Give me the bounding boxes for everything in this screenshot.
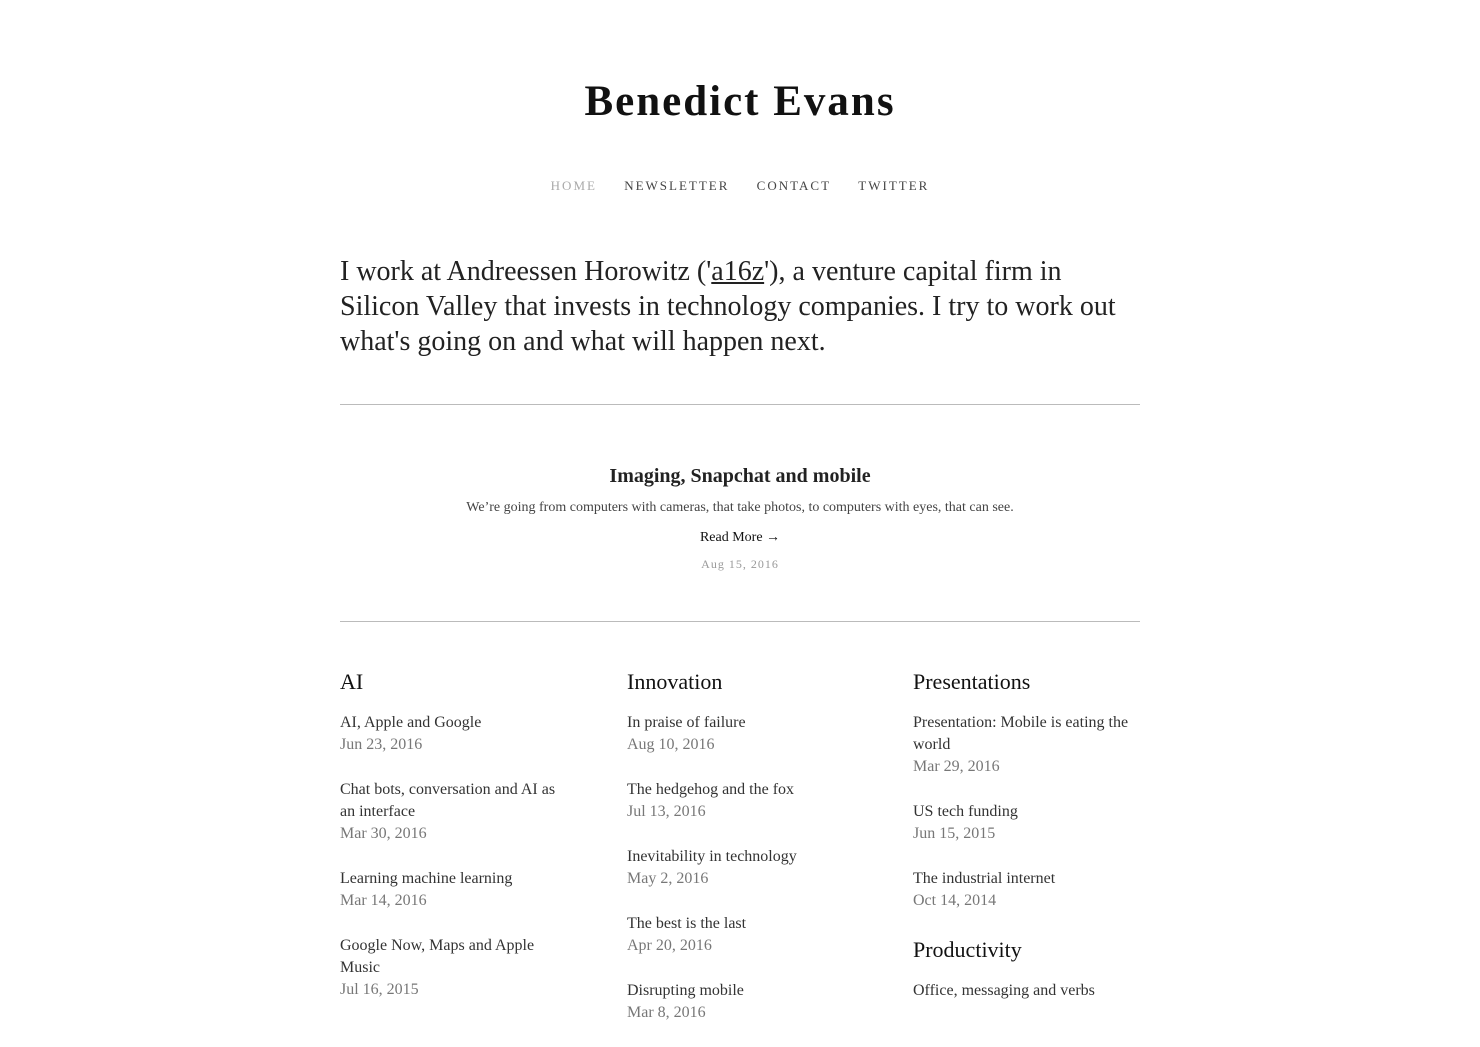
intro-before: I work at Andreessen Horowitz (' — [340, 256, 712, 287]
post-date: May 2, 2016 — [627, 870, 709, 887]
post-title[interactable]: In praise of failure — [627, 714, 746, 731]
list-item — [627, 779, 854, 823]
post-date: Jul 16, 2015 — [340, 981, 419, 998]
list-item — [627, 913, 854, 957]
post-date: Mar 29, 2016 — [913, 758, 1000, 775]
list-item — [340, 779, 567, 845]
list-item — [340, 935, 567, 1001]
post-title[interactable]: US tech funding — [913, 803, 1018, 820]
column-presentations — [913, 667, 1140, 1025]
list-item — [913, 868, 1140, 912]
post-title[interactable]: The best is the last — [627, 915, 747, 932]
section-heading-presentations[interactable]: Presentations — [913, 669, 1031, 694]
nav-newsletter[interactable]: NEWSLETTER — [624, 178, 730, 193]
post-date: Mar 14, 2016 — [340, 892, 427, 909]
featured-summary: We’re going from computers with cameras, that take photos, to computers with eyes, that can see. — [466, 500, 1014, 515]
post-title[interactable]: Disrupting mobile — [627, 982, 744, 999]
post-title[interactable]: Office, messaging and verbs — [913, 982, 1095, 999]
section-heading-ai[interactable]: AI — [340, 669, 364, 694]
post-title[interactable]: Learning machine learning — [340, 870, 513, 887]
post-title[interactable]: Chat bots, conversation and AI as an interface — [340, 781, 556, 820]
post-date: Aug 10, 2016 — [627, 736, 715, 753]
nav-twitter[interactable]: TWITTER — [858, 178, 930, 193]
post-title[interactable]: Google Now, Maps and Apple Music — [340, 937, 535, 976]
list-item — [627, 980, 854, 1024]
post-date: Jun 23, 2016 — [340, 736, 423, 753]
intro-after: '), a venture capital firm in Silicon Valley that invests in technology companies. I try to work out what's going on and what will happen next. — [340, 256, 1116, 357]
column-ai — [340, 667, 567, 1024]
list-item — [913, 712, 1140, 778]
post-date: Oct 14, 2014 — [913, 892, 997, 909]
post-title[interactable]: Inevitability in technology — [627, 848, 797, 865]
main-nav — [0, 177, 1480, 195]
post-date: Mar 8, 2016 — [627, 1004, 706, 1021]
featured-date: Aug 15, 2016 — [701, 557, 779, 571]
divider-top — [340, 404, 1140, 405]
divider-bottom — [340, 621, 1140, 622]
post-date: Mar 30, 2016 — [340, 825, 427, 842]
site-title[interactable]: Benedict Evans — [584, 78, 896, 125]
list-item — [627, 846, 854, 890]
list-item — [340, 868, 567, 912]
column-innovation — [627, 667, 854, 1047]
featured-post — [340, 462, 1140, 572]
list-item — [627, 712, 854, 756]
post-title[interactable]: The industrial internet — [913, 870, 1056, 887]
list-item — [913, 980, 1140, 1002]
nav-home[interactable]: HOME — [550, 178, 597, 193]
post-date: Apr 20, 2016 — [627, 937, 712, 954]
post-date: Jun 15, 2015 — [913, 825, 996, 842]
a16z-link[interactable]: a16z — [711, 256, 765, 287]
post-title[interactable]: The hedgehog and the fox — [627, 781, 795, 798]
post-date: Jul 13, 2016 — [627, 803, 706, 820]
intro-text — [340, 254, 1140, 359]
nav-contact[interactable]: CONTACT — [756, 178, 832, 193]
post-title[interactable]: AI, Apple and Google — [340, 714, 482, 731]
read-more-link[interactable]: Read More → — [699, 530, 781, 545]
section-heading-productivity[interactable]: Productivity — [913, 937, 1022, 962]
section-heading-innovation[interactable]: Innovation — [627, 669, 723, 694]
featured-title[interactable]: Imaging, Snapchat and mobile — [609, 465, 871, 487]
list-item — [913, 801, 1140, 845]
post-title[interactable]: Presentation: Mobile is eating the world — [913, 714, 1129, 753]
list-item — [340, 712, 567, 756]
